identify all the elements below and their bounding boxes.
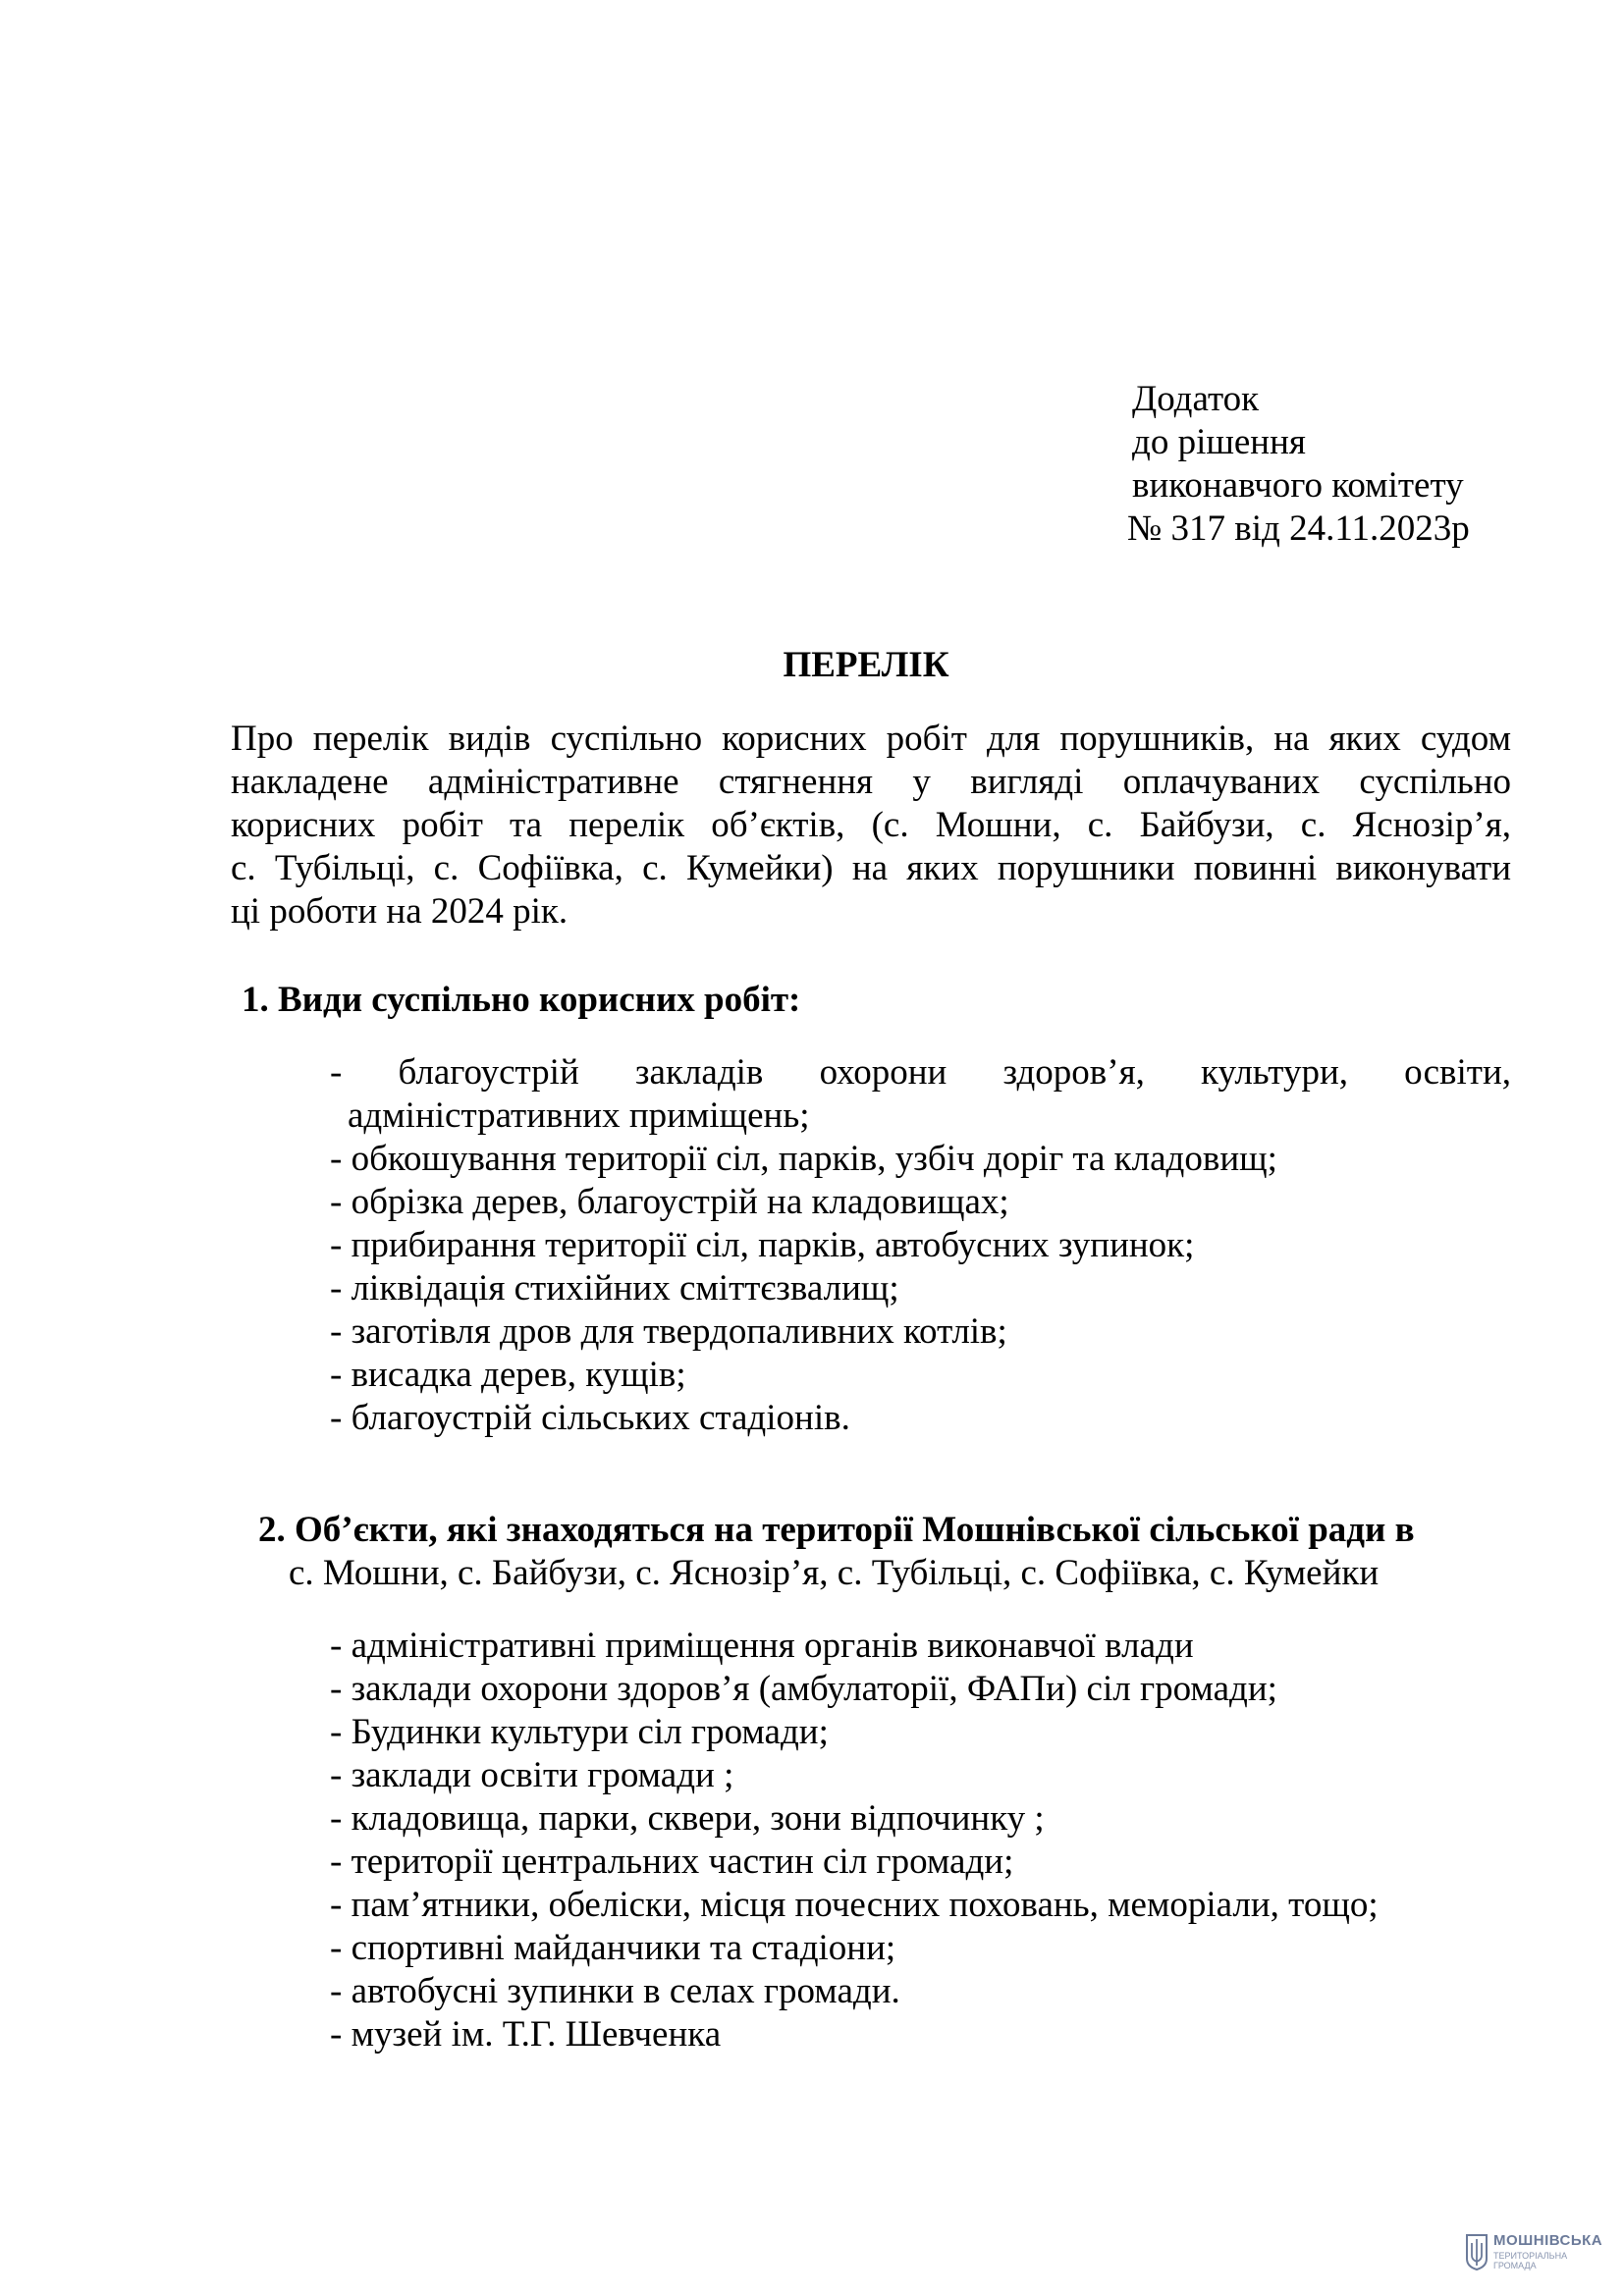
- intro-line: корисних робіт та перелік об’єктів, (с. Мошни, с. Байбузи, с. Яснозір’я,: [231, 805, 1511, 845]
- intro-line: Про перелік видів суспільно корисних робіт для порушників, на яких судом: [231, 719, 1511, 759]
- list-item: - пам’ятники, обеліски, місця почесних поховань, меморіали, тощо;: [330, 1885, 1379, 1925]
- intro-paragraph: [231, 718, 1511, 934]
- list-item: - заклади охорони здоров’я (амбулаторії, ФАПи) сіл громади;: [330, 1669, 1277, 1709]
- section2-list: [330, 1625, 1379, 2056]
- list-item: - заклади освіти громади ;: [330, 1755, 734, 1795]
- list-item: - благоустрій закладів охорони здоров’я, культури, освіти,: [330, 1052, 1511, 1093]
- list-item: - Будинки культури сіл громади;: [330, 1712, 829, 1752]
- annex-block: [1127, 378, 1470, 551]
- logo-title: МОШНІВСЬКА: [1493, 2232, 1603, 2249]
- annex-line: до рішення: [1132, 422, 1306, 462]
- intro-line: накладене адміністративне стягнення у вигляді оплачуваних суспільно: [231, 762, 1511, 802]
- section2-subheading: с. Мошни, с. Байбузи, с. Яснозір’я, с. Тубільці, с. Софіївка, с. Кумейки: [289, 1553, 1380, 1593]
- list-item: - висадка дерев, кущів;: [330, 1355, 686, 1395]
- section1-heading: 1. Види суспільно корисних робіт:: [242, 980, 801, 1020]
- annex-line: Додаток: [1132, 379, 1260, 419]
- list-item: - благоустрій сільських стадіонів.: [330, 1398, 850, 1438]
- list-item: - спортивні майданчики та стадіони;: [330, 1928, 896, 1968]
- list-item: - обрізка дерев, благоустрій на кладовищах;: [330, 1182, 1009, 1222]
- document-title: ПЕРЕЛІК: [783, 645, 949, 685]
- section2-heading: 2. Об’єкти, які знаходяться на території Мошнівської сільської ради в: [258, 1510, 1415, 1550]
- intro-line: с. Тубільці, с. Софіївка, с. Кумейки) на яких порушники повинні виконувати: [231, 848, 1511, 888]
- intro-line: ці роботи на 2024 рік.: [231, 891, 568, 932]
- list-item: - заготівля дров для твердопаливних котлів;: [330, 1311, 1007, 1352]
- trident-emblem-icon: [1464, 2232, 1489, 2271]
- list-item: - музей ім. Т.Г. Шевченка: [330, 2014, 722, 2055]
- community-logo: [1464, 2230, 1601, 2275]
- list-item: - кладовища, парки, сквери, зони відпочинку ;: [330, 1798, 1045, 1839]
- logo-subtitle: [1493, 2251, 1567, 2270]
- list-item-continuation: адміністративних приміщень;: [348, 1095, 810, 1136]
- section1-list: [330, 1051, 1511, 1440]
- annex-line: виконавчого комітету: [1132, 465, 1464, 506]
- list-item: - автобусні зупинки в селах громади.: [330, 1971, 900, 2011]
- list-item: - ліквідація стихійних сміттєзвалищ;: [330, 1268, 899, 1308]
- list-item: - прибирання території сіл, парків, автобусних зупинок;: [330, 1225, 1195, 1265]
- logo-subtitle-line: ТЕРИТОРІАЛЬНА: [1493, 2251, 1568, 2261]
- logo-subtitle-line: ГРОМАДА: [1493, 2261, 1537, 2270]
- list-item: - території центральних частин сіл громади;: [330, 1842, 1014, 1882]
- list-item: - адміністративні приміщення органів виконавчої влади: [330, 1626, 1194, 1666]
- annex-line: № 317 від 24.11.2023р: [1127, 508, 1470, 549]
- list-item: - обкошування території сіл, парків, узбіч доріг та кладовищ;: [330, 1139, 1277, 1179]
